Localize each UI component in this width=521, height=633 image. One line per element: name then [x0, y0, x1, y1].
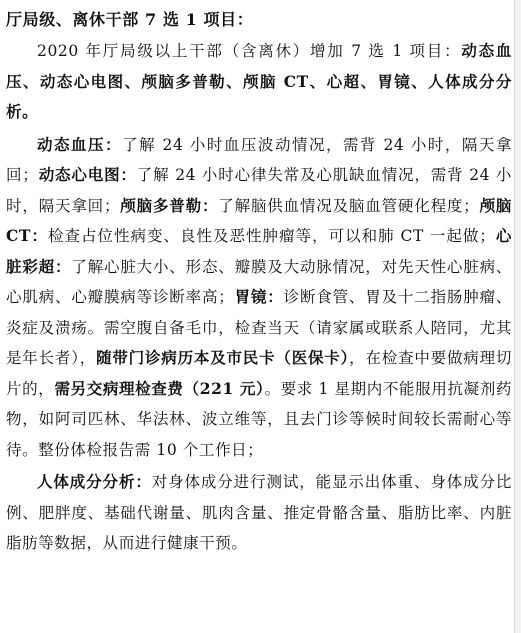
term-echocardiography: 心脏彩超： [6, 226, 512, 276]
term-gastroscopy: 胃镜： [234, 287, 284, 306]
intro-text: 2020 年厅局级以上干部（含离休）增加 7 选 1 项目： [37, 42, 462, 60]
section-heading: 厅局级、离休干部 7 选 1 项目： [6, 10, 254, 29]
paragraph-intro [6, 36, 512, 128]
page-edge [514, 0, 521, 633]
note-pathology-fee: 需另交病理检查费（221 元） [54, 378, 265, 398]
desc-gastroscopy-2: ，在检查中要做病理切片的， [6, 349, 512, 398]
term-body-composition: 人体成分分析： [37, 472, 152, 491]
document-body [6, 6, 512, 559]
desc-ambulatory-bp: 了解 24 小时血压波动情况，需背 24 小时，隔天拿回； [6, 135, 512, 184]
paragraph-body-composition [6, 467, 512, 559]
desc-body-composition: 对身体成分进行测试，能显示出体重、身体成分比例、肥胖度、基础代谢量、肌肉含量、推定骨骼含量、脂肪比率、内脏脂肪等数据，从而进行健康干预。 [6, 473, 513, 552]
paragraph-details [6, 130, 512, 466]
term-cranial-ct: 颅脑 CT： [6, 195, 513, 245]
term-holter-ecg: 动态心电图： [38, 165, 137, 184]
desc-cranial-ct: 检查占位性病变、良性及恶性肿瘤等，可以和肺 CT 一起做； [47, 227, 496, 245]
term-ambulatory-bp: 动态血压： [37, 134, 123, 154]
term-cranial-doppler: 颅脑多普勒： [120, 195, 219, 215]
desc-cranial-doppler: 了解脑供血情况及脑血管硬化程度； [218, 196, 480, 215]
desc-gastroscopy: 诊断食管、胃及十二指肠肿瘤、炎症及溃疡。需空腹自备毛巾，检查当天（请家属或联系人陪同，尤其是年长者）， [6, 288, 512, 367]
desc-holter-ecg: 了解 24 小时心律失常及心肌缺血情况，需背 24 小时，隔天拿回； [6, 166, 512, 215]
note-bring-documents: 随带门诊病历本及市民卡（医保卡） [96, 348, 350, 367]
desc-gastroscopy-3: 。要求 1 星期内不能服用抗凝剂药物，如阿司匹林、华法林、波立维等，且去门诊等候时间较长需耐心等待。整份体检报告需 10 个工作日； [6, 379, 512, 459]
project-list: 动态血压、动态心电图、颅脑多普勒、颅脑 CT、心超、胃镜、人体成分分析。 [6, 41, 512, 121]
desc-echocardiography: 了解心脏大小、形态、瓣膜及大动脉情况，对先天性心脏病、心肌病、心瓣膜病等诊断率高； [6, 257, 513, 306]
